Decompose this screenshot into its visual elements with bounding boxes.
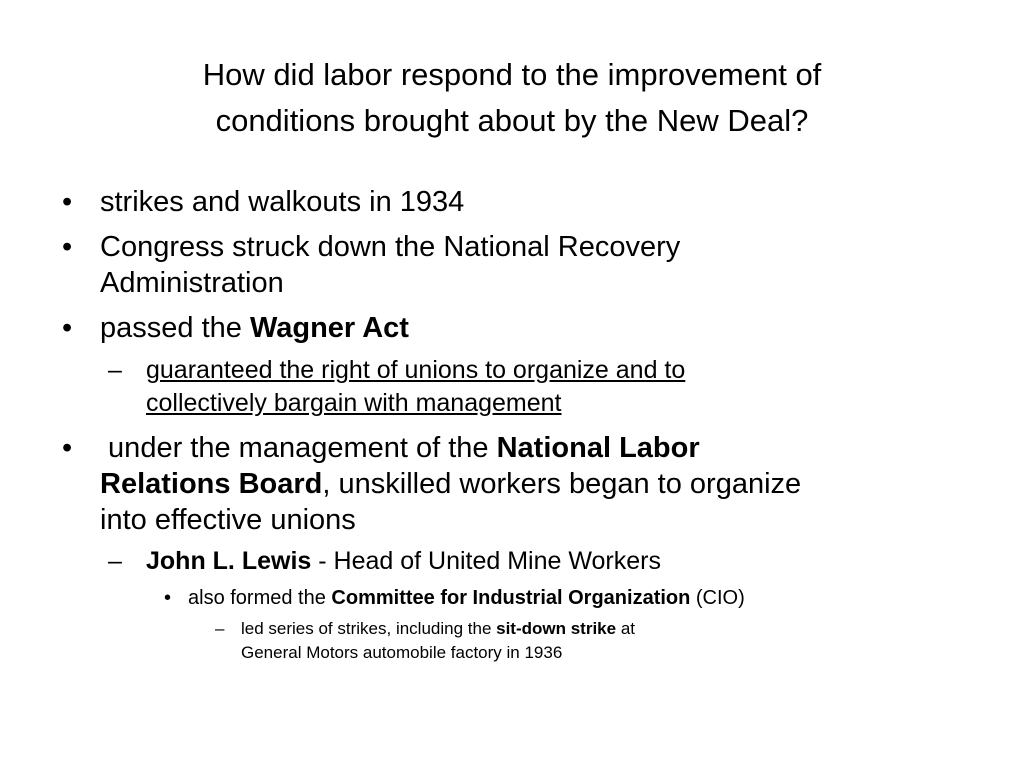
bullet-text-line-1: Congress struck down the National Recovery xyxy=(100,231,681,263)
dash-marker: – xyxy=(108,356,122,384)
bullet-item-nlrb xyxy=(62,430,962,538)
detail-item-sit-down-strike xyxy=(215,617,962,665)
bullet-list xyxy=(62,180,962,665)
bullet-text-line-2 xyxy=(100,466,962,502)
bullet-marker: • xyxy=(164,587,172,609)
detail-text-line-1 xyxy=(241,617,962,641)
dash-marker: – xyxy=(108,547,122,575)
bullet-marker: • xyxy=(62,186,73,218)
bullet-text xyxy=(100,310,962,346)
detail-text-prefix: led series of strikes, including the xyxy=(241,619,497,638)
bullet-text-line-3: into effective unions xyxy=(100,504,356,536)
bullet-item-wagner-act xyxy=(62,310,962,346)
subsubitem-text-prefix: also formed the xyxy=(188,587,332,609)
dash-marker: – xyxy=(215,619,225,638)
subsubitem-text-bold: Committee for Industrial Organization xyxy=(331,587,691,609)
subsubitem-cio xyxy=(164,584,962,612)
subitem-text-bold: John L. Lewis xyxy=(146,547,312,575)
slide-title xyxy=(100,52,924,144)
bullet-text-prefix: under the management of the xyxy=(100,432,497,464)
bullet-text-line-2: Administration xyxy=(100,267,284,299)
bullet-text-suffix: , unskilled workers began to organize xyxy=(322,468,802,500)
bullet-text-prefix: passed the xyxy=(100,312,250,344)
bullet-item-congress-nra xyxy=(62,229,962,301)
bullet-item-strikes-1934 xyxy=(62,184,962,220)
bullet-text-line-1 xyxy=(100,430,962,466)
detail-text-line-2: General Motors automobile factory in 1936 xyxy=(241,643,563,662)
subitem-text xyxy=(146,545,962,578)
slide-title-line-1: How did labor respond to the improvement of xyxy=(202,57,822,92)
bullet-text-bold-1: National Labor xyxy=(496,432,700,464)
slide-title-line-2: conditions brought about by the New Deal? xyxy=(215,103,809,138)
bullet-text-bold-2: Relations Board xyxy=(100,468,323,500)
bullet-text-bold: Wagner Act xyxy=(249,312,409,344)
subitem-john-l-lewis xyxy=(108,545,962,578)
bullet-marker: • xyxy=(62,432,73,464)
subitem-union-rights xyxy=(108,354,962,420)
detail-text-suffix: at xyxy=(616,619,635,638)
bullet-marker: • xyxy=(62,231,73,263)
subitem-text-line-2: collectively bargain with management xyxy=(146,389,562,417)
subsubitem-text-suffix: (CIO) xyxy=(690,587,745,609)
detail-text-bold: sit-down strike xyxy=(496,619,617,638)
subsubitem-text xyxy=(188,584,962,612)
bullet-text: strikes and walkouts in 1934 xyxy=(100,186,465,218)
bullet-marker: • xyxy=(62,312,73,344)
subitem-text-line-1: guaranteed the right of unions to organize and to xyxy=(146,356,686,384)
subitem-text-suffix: - Head of United Mine Workers xyxy=(311,547,661,575)
